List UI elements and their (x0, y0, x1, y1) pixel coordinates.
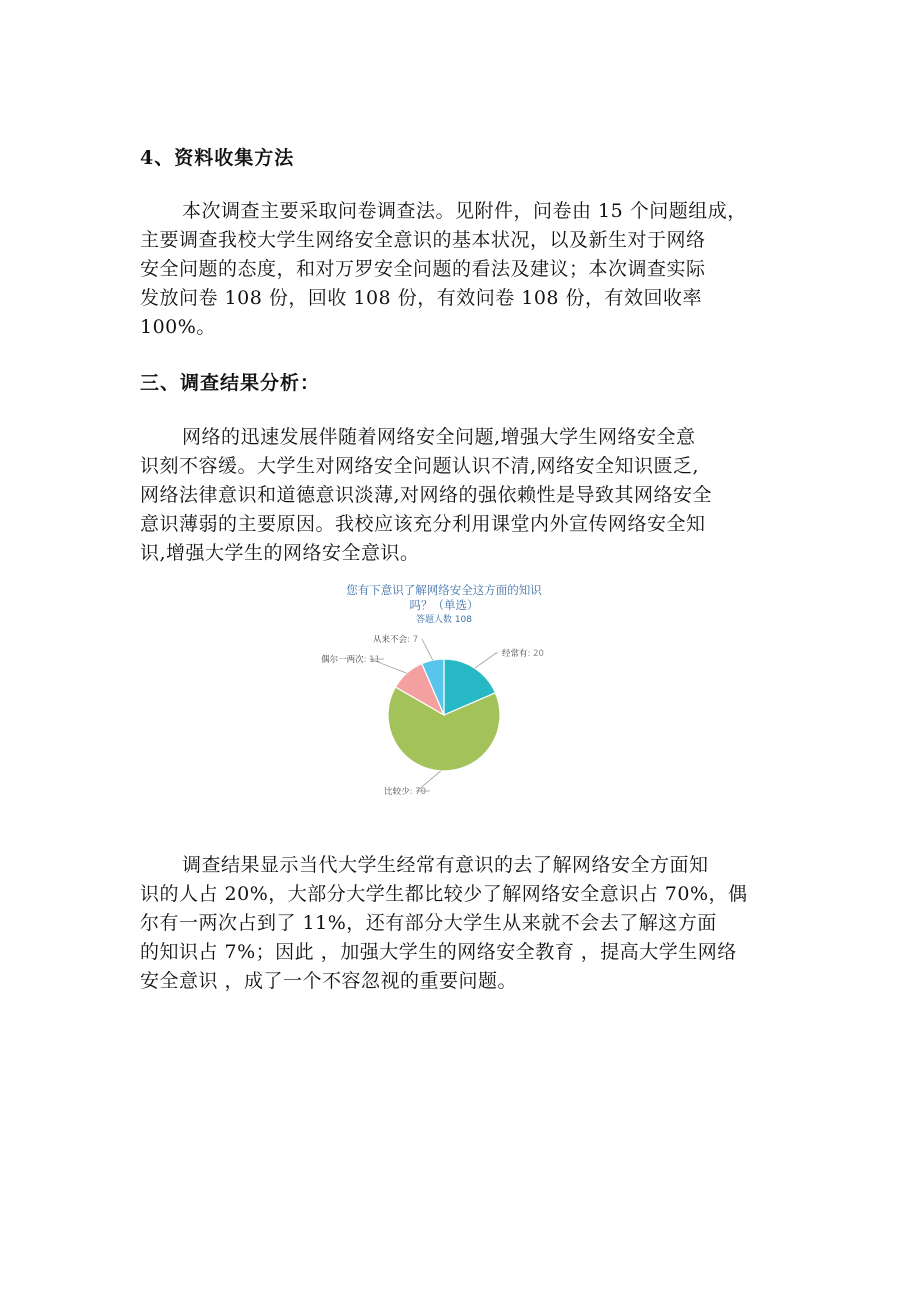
section4-heading: 4、资料收集方法 (140, 147, 295, 169)
pie-leader-line (422, 639, 433, 660)
section4-paragraph (140, 197, 800, 342)
pie-slice-value: : 20 (527, 649, 544, 659)
pie-slice-name: 偶尔一两次 (321, 655, 364, 665)
paragraph-line: 网络法律意识和道德意识淡薄,对网络的强依赖性是导致其网络安全 (140, 484, 713, 506)
pie-slice-label (321, 654, 380, 665)
section3-paragraph (140, 423, 800, 568)
pie-slice-label (384, 786, 426, 797)
paragraph-line: 安全意识 ，成了一个不容忽视的重要问题。 (140, 970, 518, 992)
chart-title-line: 您有下意识了解网络安全这方面的知识 (346, 583, 542, 597)
paragraph-line: 安全问题的态度，和对万罗安全问题的看法及建议；本次调查实际 (140, 258, 706, 280)
chart-subtitle: 答题人数 108 (415, 615, 473, 625)
paragraph-line: 100%。 (140, 316, 216, 338)
paragraph-line: 尔有一两次占到了 11%，还有部分大学生从来就不会去了解这方面 (140, 912, 717, 934)
paragraph-line: 主要调查我校大学生网络安全意识的基本状况，以及新生对于网络 (140, 229, 706, 251)
pie-slice-label (373, 634, 418, 645)
pie-slice-name: 从来不会 (373, 635, 408, 645)
survey-pie-chart (300, 578, 600, 810)
pie-slice-value: : 11 (363, 655, 380, 665)
pie-slice-value: : 70 (409, 787, 426, 797)
pie-chart-svg (300, 578, 600, 810)
pie-slice-value: : 7 (407, 635, 418, 645)
paragraph-line: 调查结果显示当代大学生经常有意识的去了解网络安全方面知 (182, 854, 709, 876)
pie-slice-name: 比较少 (384, 787, 410, 797)
paragraph-line: 的知识占 7%；因此 ，加强大学生的网络安全教育 ，提高大学生网络 (140, 941, 737, 963)
conclusion-paragraph (140, 851, 800, 996)
pie-slice-label (502, 648, 544, 659)
chart-title-line: 吗？（单选） (409, 598, 479, 612)
paragraph-line: 识刻不容缓。大学生对网络安全问题认识不清,网络安全知识匮乏, (140, 455, 700, 477)
pie-slices (388, 659, 500, 771)
paragraph-line: 识的人占 20%，大部分大学生都比较少了解网络安全意识占 70%，偶 (140, 883, 748, 905)
paragraph-line: 意识薄弱的主要原因。我校应该充分利用课堂内外宣传网络安全知 (140, 513, 706, 535)
paragraph-line: 网络的迅速发展伴随着网络安全问题,增强大学生网络安全意 (182, 426, 696, 448)
paragraph-line: 本次调查主要采取问卷调查法。见附件，问卷由 15 个问题组成， (182, 200, 747, 222)
pie-leader-line (475, 653, 498, 668)
paragraph-line: 发放问卷 108 份，回收 108 份，有效问卷 108 份，有效回收率 (140, 287, 703, 309)
pie-slice-name: 经常有 (502, 649, 528, 659)
paragraph-line: 识,增强大学生的网络安全意识。 (140, 542, 420, 564)
section3-heading: 三、调查结果分析： (140, 372, 321, 394)
